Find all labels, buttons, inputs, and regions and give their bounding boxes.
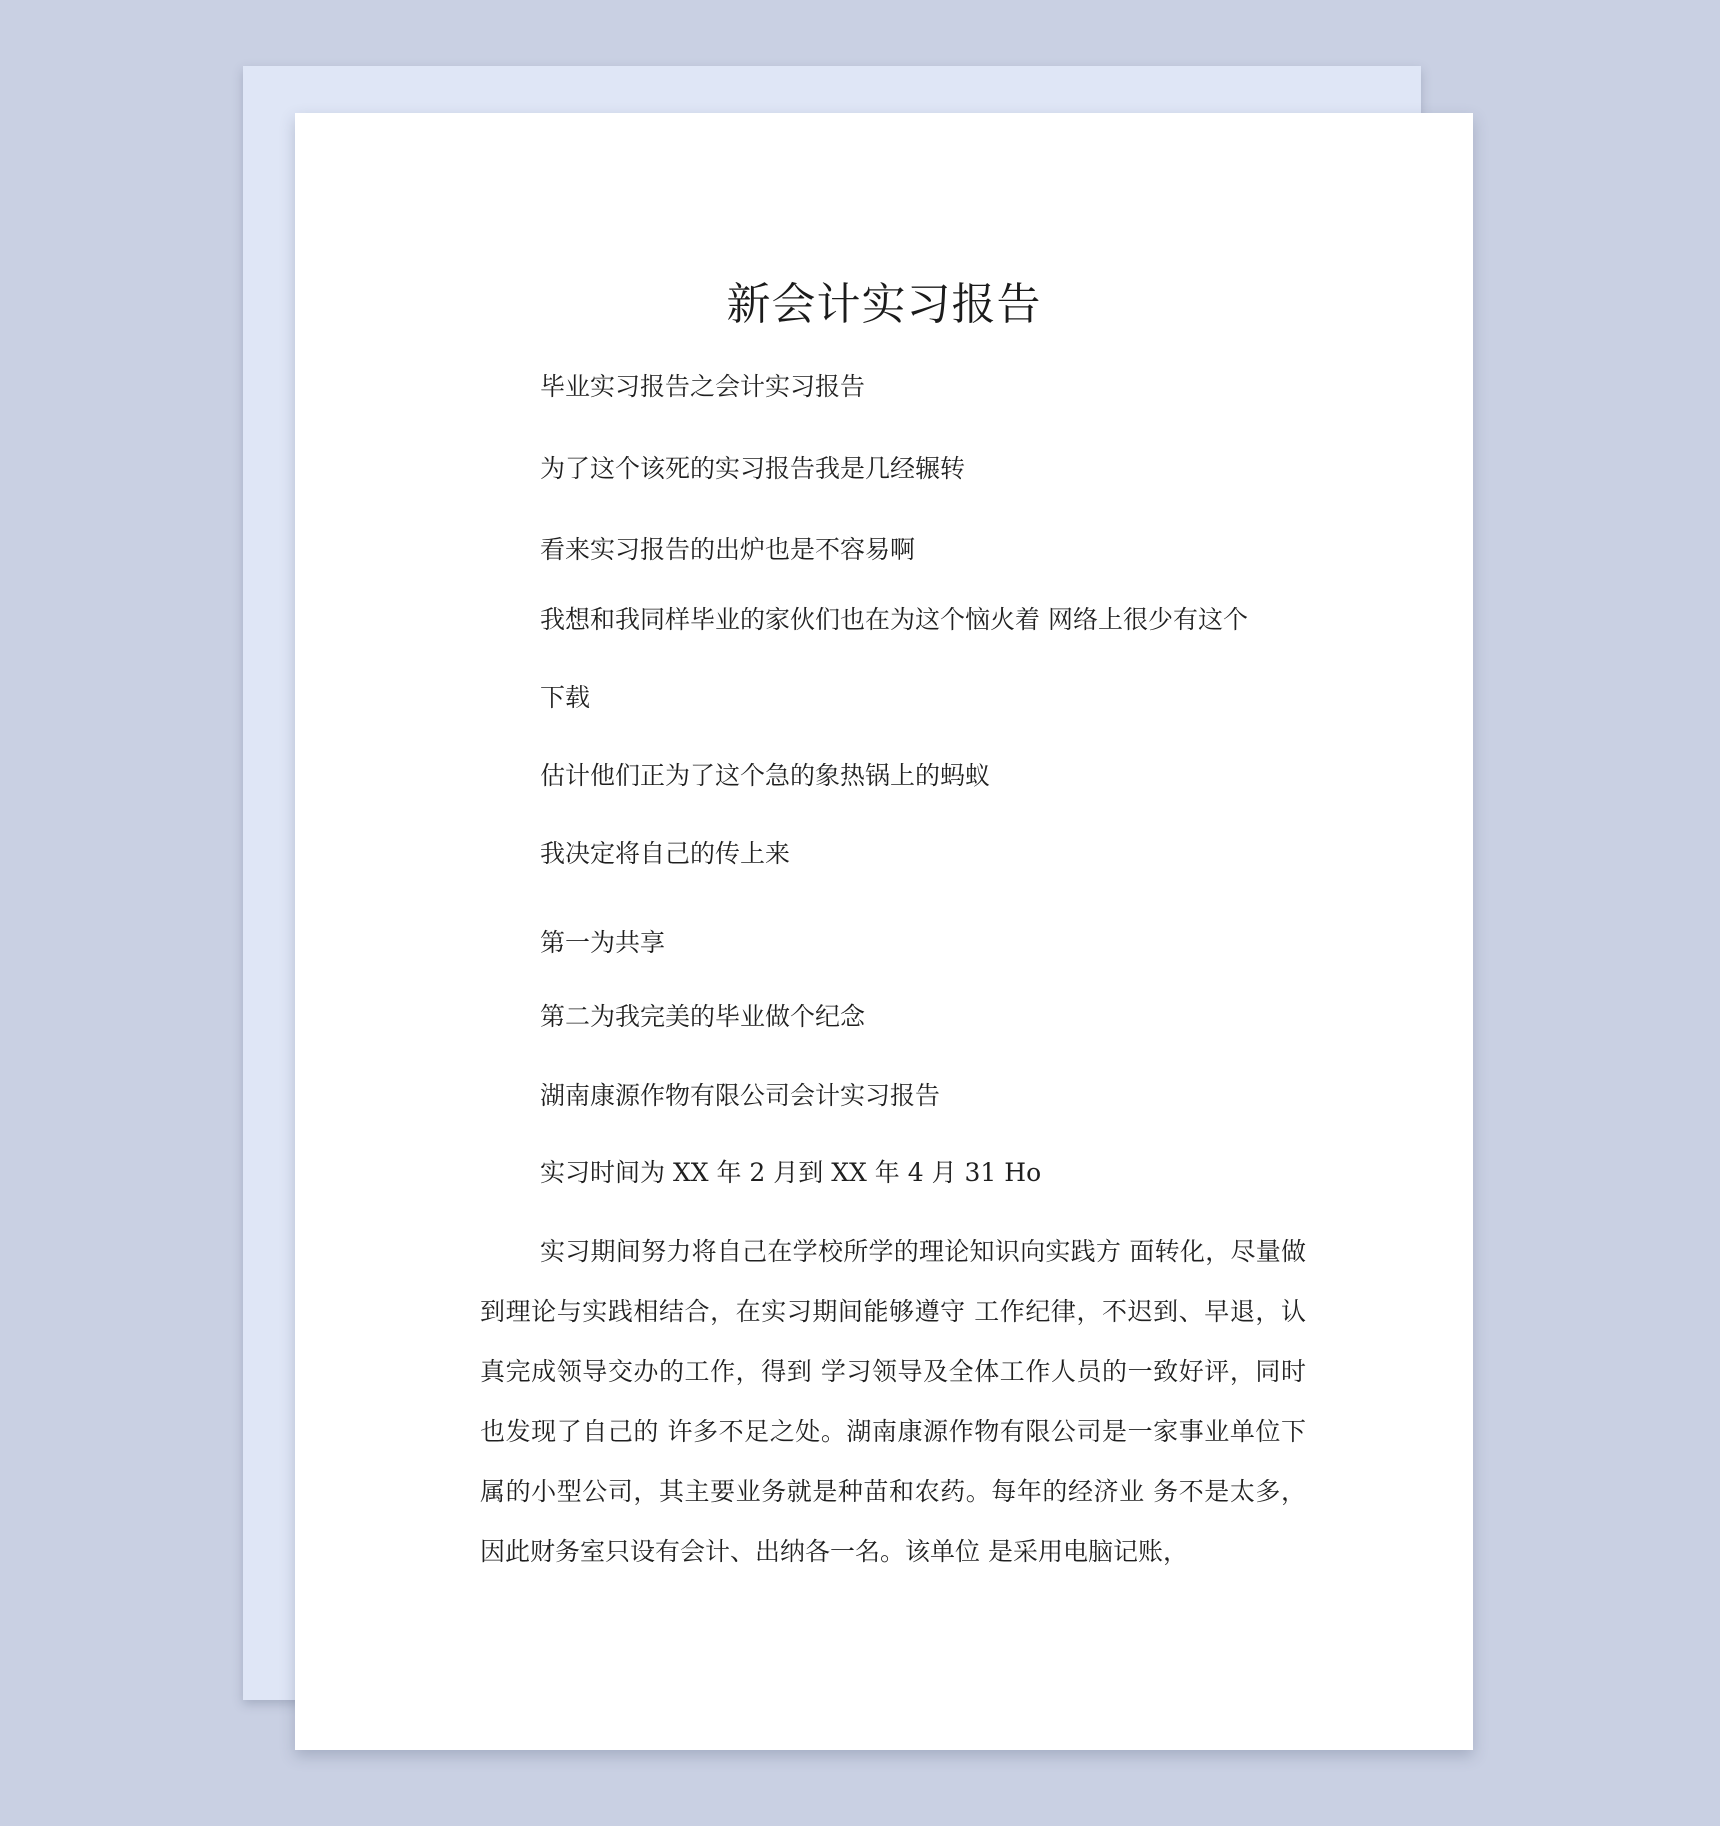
text-line: 下载 <box>540 683 591 712</box>
text-line: 我决定将自己的传上来 <box>540 839 791 868</box>
text-line: 湖南康源作物有限公司会计实习报告 <box>540 1081 941 1110</box>
text-line: 看来实习报告的出炉也是不容易啊 <box>540 535 916 564</box>
text-line: 第一为共享 <box>540 928 666 957</box>
text-line: 第二为我完美的毕业做个纪念 <box>540 1002 866 1031</box>
text-line: 实习时间为 XX 年 2 月到 XX 年 4 月 31 Ho <box>540 1158 1042 1187</box>
text-line: 估计他们正为了这个急的象热锅上的蚂蚁 <box>540 761 991 790</box>
document-page <box>295 113 1473 1750</box>
body-paragraph: 实习期间努力将自己在学校所学的理论知识向实践方 面转化，尽量做到理论与实践相结合，在实习期间能够遵守 工作纪律，不迟到、早退，认真完成领导交办的工作，得到 学习领导及全体工作人员的一致好评，同时也发现了自己的 许多不足之处。湖南康源作物有限公司是一家事业单位下 属的小型公司，其主要业务就是种苗和农药。每年的经济业 务不是太多，因此财务室只设有会计、出纳各一名。该单位 是采用电脑记账， <box>480 1237 1306 1566</box>
document-title: 新会计实习报告 <box>726 279 1042 330</box>
text-line: 为了这个该死的实习报告我是几经辗转 <box>540 454 966 483</box>
text-line: 毕业实习报告之会计实习报告 <box>540 372 866 401</box>
text-line: 我想和我同样毕业的家伙们也在为这个恼火着 网络上很少有这个 <box>540 605 1248 634</box>
